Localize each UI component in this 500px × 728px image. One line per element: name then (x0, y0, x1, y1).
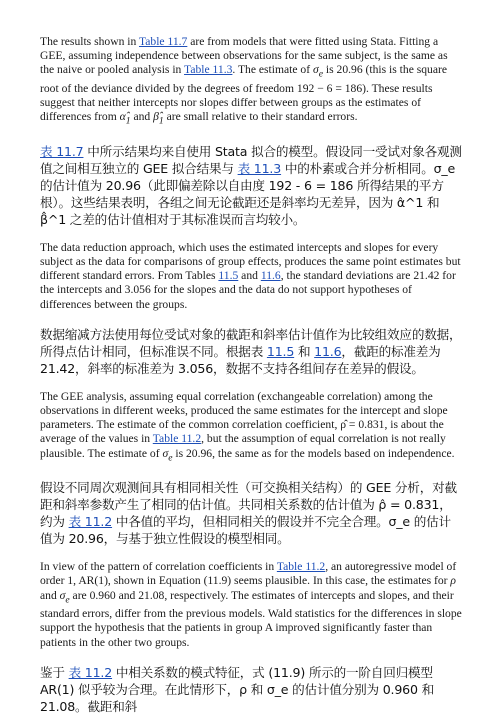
paragraph-text: 中的朴素或合并分析相同。σ_e 的估计值为 20.96（此即偏差除以自由度 192 - 6 = 186 所得结果的平方根）。这些结果表明，各组之间无论截距还是斜率均无差异，因为 α̂^1 和 β̂^1 之差的估计值相对于其标准误而言均较小。 (40, 160, 456, 227)
chinese-paragraph (40, 326, 462, 377)
table-reference-link[interactable]: 表 11.3 (237, 160, 282, 176)
math-symbol: σ (313, 63, 319, 77)
document-page (40, 35, 462, 728)
math-symbol: ρ (450, 574, 456, 588)
table-reference-link[interactable]: 表 11.2 (68, 514, 113, 530)
math-subscript: e (168, 451, 173, 463)
math-expression: ρ̂ = 0.831 (340, 418, 385, 432)
chinese-paragraph (40, 143, 462, 228)
paragraph-text: The GEE analysis, assuming equal correlation (exchangeable correlation) among the observations in different weeks, produced the same estimates for the intercept and slope parameters. The estimate of the common correlation coefficient, (40, 389, 448, 432)
table-reference-link[interactable]: 11.5 (218, 269, 239, 283)
english-paragraph (40, 241, 462, 312)
paragraph-text: are from models that were fitted using Stata. Fitting a GEE, assuming independence between observations for the same subject, is the same as the naive or pooled analysis in (40, 35, 448, 77)
paragraph-text: The results shown in (40, 35, 139, 48)
math-subscript: e (318, 68, 324, 80)
paragraph-text: 假设不同周次观测间具有相同相关性（可交换相关结构）的 GEE 分析，对截距和斜率参数产生了相同的估计值。共同相关系数的估计值为 ρ̂ = 0.831，约为 (40, 480, 457, 530)
math-subscript: 1 (158, 115, 164, 127)
table-reference-link[interactable]: Table 11.2 (276, 560, 326, 574)
english-paragraph (40, 390, 462, 465)
paragraph-text: , the standard deviations are 21.42 for the intercepts and 3.056 for the slopes and the data do not support hypotheses of differences between the groups. (40, 269, 456, 311)
table-reference-link[interactable]: Table 11.3 (184, 63, 233, 77)
paragraph-text: , but the assumption of equal correlation is not really plausible. The estimate of (40, 432, 446, 460)
math-expression: 192 − 6 = 186 (296, 81, 363, 95)
paragraph-text: 鉴于 (40, 664, 69, 680)
paragraph-text: is 20.96, the same as for the models based on independence. (172, 446, 455, 460)
paragraph-text: and (40, 588, 60, 602)
paragraph-text: In view of the pattern of correlation coefficients in (40, 560, 277, 574)
paragraph-text: ). These results suggest that neither intercepts nor slopes differ between groups as the estimates of differences from (40, 81, 433, 124)
paragraph-text: The data reduction approach, which uses the estimated intercepts and slopes for every subject as the data for comparisons of group effects, produces the same point estimates but different standard errors. From Tables (40, 240, 461, 283)
paragraph-text: , is about the average of the values in (40, 418, 444, 446)
paragraph-text: and (238, 269, 261, 283)
table-reference-link[interactable]: 11.6 (314, 343, 342, 359)
paragraph-text: are small relative to their standard errors. (163, 110, 358, 124)
math-subscript: e (65, 593, 70, 605)
paragraph-text: 中所示结果均来自使用 Stata 拟合的模型。假设同一受试对象各观测值之间相互独立的 GEE 拟合结果与 (40, 143, 462, 176)
paragraph-text: 和 (294, 343, 315, 359)
paragraph-text: 数据缩减方法使用每位受试对象的截距和斜率估计值作为比较组效应的数据，所得点估计相同，但标准误不同。根据表 (40, 326, 462, 359)
paragraph-text: are 0.960 and 21.08, respectively. The estimates of intercepts and slopes, and their standard errors, differ from the previous models. Wald statistics for the differences in slope support the hypothesis that the patients in group A improved significantly faster than patients in the other two groups. (40, 588, 462, 649)
paragraph-text: 中各值的平均，但相同相关的假设并不完全合理。σ_e 的估计值为 20.96，与基于独立性假设的模型相同。 (40, 514, 451, 547)
table-reference-link[interactable]: 11.5 (266, 343, 295, 359)
paragraph-text: is 20.96 (this is the square root of the deviance divided by the degrees of freedom (40, 63, 447, 95)
paragraph-text: ，截距的标准差为 21.42，斜率的标准差为 3.056，数据不支持各组间存在差异的假设。 (40, 343, 441, 376)
chinese-paragraph (40, 479, 462, 547)
chinese-paragraph (40, 664, 462, 715)
table-reference-link[interactable]: 表 11.2 (68, 664, 113, 680)
math-subscript: 1 (125, 115, 131, 127)
english-paragraph (40, 560, 462, 650)
paragraph-text: , an autoregressive model of order 1, AR(1), shown in Equation (11.9) seems plausible. In this case, the estimates for (40, 560, 457, 588)
table-reference-link[interactable]: 11.6 (260, 269, 281, 283)
table-reference-link[interactable]: 表 11.7 (40, 143, 84, 159)
table-reference-link[interactable]: Table 11.7 (138, 35, 188, 48)
math-symbol: σ (59, 588, 66, 602)
table-reference-link[interactable]: Table 11.2 (152, 432, 202, 446)
paragraph-text: and (130, 110, 154, 124)
paragraph-text: 中相关系数的模式特征，式 (11.9) 所示的一阶自回归模型 AR(1) 似乎较为合理。在此情形下，ρ 和 σ_e 的估计值分别为 0.960 和 21.08。截距和斜 (40, 664, 434, 714)
math-symbol: β̂ (153, 110, 159, 124)
math-symbol: σ (162, 446, 169, 460)
paragraph-text: . The estimate of (232, 63, 313, 77)
english-paragraph (40, 35, 462, 129)
math-symbol: α̂ (119, 110, 126, 124)
